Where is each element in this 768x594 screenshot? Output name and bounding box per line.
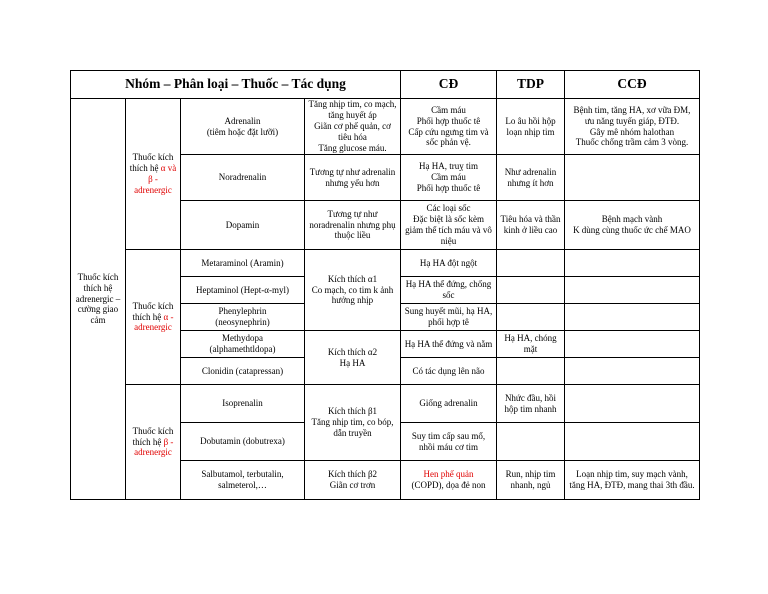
group-alpha-beta	[126, 99, 181, 250]
indication-cell	[401, 155, 497, 201]
table-row	[71, 99, 700, 155]
cell-text: Có tác dụng lên não	[412, 365, 485, 376]
contraindication-cell	[565, 277, 700, 304]
cell-text: Lo âu hồi hộp loạn nhịp tim	[505, 115, 556, 137]
group-beta	[126, 385, 181, 500]
cell-text: Cầm máu	[431, 172, 466, 183]
indication-cell	[401, 304, 497, 331]
cell-text: Kích thích α1	[327, 273, 378, 284]
cell-text: Salbutamol, terbutalin, salmeterol,…	[201, 469, 284, 490]
drug-cell	[181, 155, 305, 201]
cell-text: Gây mê nhóm halothan	[589, 126, 675, 137]
header-group: Nhóm – Phân loại – Thuốc – Tác dụng	[71, 71, 401, 99]
cell-text: Cầm máu	[431, 104, 466, 115]
cell-text: Kích thích β2	[327, 469, 378, 480]
cell-text: Co mạch, co tim k ảnh hưởng nhịp	[311, 284, 394, 306]
indication-cell	[401, 423, 497, 461]
cell-text: Metaraminol (Aramin)	[201, 257, 284, 268]
side-effects-cell	[497, 99, 565, 155]
side-effects-cell	[497, 461, 565, 500]
cell-text: Dobutamin (dobutrexa)	[200, 436, 285, 447]
contraindication-cell	[565, 304, 700, 331]
cell-text: Giãn cơ phế quản, cơ tiêu hóa	[314, 121, 391, 142]
cell-text: Bệnh mạch vành	[601, 214, 663, 225]
cell-text: Hạ HA thể đứng, chống sốc	[405, 279, 492, 300]
contraindication-cell	[565, 250, 700, 277]
drug-table	[70, 70, 700, 500]
cell-text: Phối hợp thuốc tê	[416, 182, 481, 193]
drug-cell	[181, 250, 305, 277]
cell-text: Run, nhịp tim nhanh, ngủ	[505, 469, 556, 490]
cell-text: Tăng nhịp tim, co bóp, dẫn truyền	[311, 417, 394, 438]
cell-text: Hạ HA	[339, 357, 366, 368]
drug-cell	[181, 423, 305, 461]
cell-text: Sung huyết mũi, hạ HA, phối hợp tê	[404, 306, 493, 327]
cell-text: Giãn cơ trơn	[329, 480, 376, 490]
indication-cell	[401, 461, 497, 500]
drug-cell	[181, 99, 305, 155]
cell-text: Hạ HA đột ngột	[419, 257, 478, 268]
cell-text: Tăng glucose máu.	[318, 142, 387, 153]
cell-text: Tương tự như noradrenalin nhưng phụ thuộc liều	[309, 208, 396, 241]
drug-cell	[181, 358, 305, 385]
cell-text: Loạn nhịp tim, suy mạch vành, tăng HA, ĐTĐ, mang thai 3th đầu.	[569, 469, 695, 490]
cell-text: Các loại sốc	[426, 203, 471, 214]
cell-text: Như adrenalin nhưng ít hơn	[504, 166, 557, 188]
group-prefix: Thuốc kích thích hệ	[132, 425, 174, 447]
cell-text: Đặc biệt là sốc kèm giảm thể tích máu và vô niệu	[405, 214, 492, 246]
cell-text: Tương tự như adrenalin nhưng yếu hơn	[309, 166, 396, 188]
drug-cell	[181, 385, 305, 423]
side-effects-cell	[497, 277, 565, 304]
indication-cell	[401, 277, 497, 304]
cell-text: Clonidin (catapressan)	[201, 365, 284, 376]
cell-text: (COPD), dọa đẻ non	[411, 480, 486, 490]
drug-cell	[181, 277, 305, 304]
effect-cell	[305, 461, 401, 500]
cell-text: Methydopa	[222, 333, 263, 344]
cell-text: Hạ HA, chóng mặt	[504, 333, 557, 354]
drug-cell	[181, 331, 305, 358]
effect-cell	[305, 201, 401, 250]
side-effects-cell	[497, 358, 565, 385]
cell-text: Isoprenalin	[222, 398, 263, 409]
header-contraindication: CCĐ	[565, 71, 700, 99]
table-row	[71, 385, 700, 423]
header-side-effects: TDP	[497, 71, 565, 99]
side-effects-cell	[497, 201, 565, 250]
side-effects-cell	[497, 250, 565, 277]
indication-cell	[401, 385, 497, 423]
drug-cell	[181, 304, 305, 331]
effect-cell	[305, 250, 401, 331]
contraindication-cell	[565, 155, 700, 201]
table-row	[71, 250, 700, 277]
contraindication-cell	[565, 358, 700, 385]
effect-cell	[305, 155, 401, 201]
indication-cell	[401, 358, 497, 385]
cell-text: (neosynephrin)	[215, 317, 270, 327]
indication-cell	[401, 331, 497, 358]
side-effects-cell	[497, 331, 565, 358]
effect-cell	[305, 331, 401, 385]
cell-text: Heptaminol (Hept-α-myl)	[196, 284, 289, 295]
cell-text: (tiêm hoặc đặt lưỡi)	[206, 126, 279, 137]
cell-text: Bệnh tim, tăng HA, xơ vữa ĐM, ưu năng tuyến giáp, ĐTĐ.	[573, 104, 691, 126]
indication-cell	[401, 99, 497, 155]
contraindication-cell	[565, 201, 700, 250]
cell-text: Kích thích β1	[327, 406, 378, 417]
cell-text: Dopamin	[225, 219, 260, 230]
group-prefix: Thuốc kích thích hệ	[132, 300, 174, 322]
cell-text: Hen phế quản	[423, 469, 474, 480]
side-effects-cell	[497, 385, 565, 423]
cell-text: Giống adrenalin	[419, 398, 478, 409]
cell-text: K dùng cùng thuốc ức chế MAO	[573, 225, 691, 235]
cell-text: Noradrenalin	[218, 172, 267, 183]
contraindication-cell	[565, 385, 700, 423]
cell-text: Cấp cứu ngưng tim và sốc phản vệ.	[408, 126, 489, 148]
cell-text: Phenylephrin	[218, 306, 267, 317]
indication-cell	[401, 201, 497, 250]
side-effects-cell	[497, 423, 565, 461]
group-receptor: α và β - adrenergic	[134, 163, 177, 195]
header-indication: CĐ	[401, 71, 497, 99]
contraindication-cell	[565, 331, 700, 358]
header-row	[71, 71, 700, 99]
effect-cell	[305, 385, 401, 461]
cell-text: Suy tim cấp sau mổ, nhồi máu cơ tim	[411, 430, 486, 452]
group-prefix: Thuốc kích thích hệ	[129, 152, 174, 174]
effect-cell	[305, 99, 401, 155]
drug-cell	[181, 461, 305, 500]
cell-text: Thuốc chống trầm cảm 3 vòng.	[575, 137, 689, 148]
cell-text: Nhức đầu, hồi hộp tim nhanh	[504, 392, 557, 414]
side-effects-cell	[497, 304, 565, 331]
contraindication-cell	[565, 99, 700, 155]
group-receptor: β - adrenergic	[134, 436, 174, 458]
group-receptor: α - adrenergic	[134, 311, 174, 333]
drug-cell	[181, 201, 305, 250]
side-effects-cell	[497, 155, 565, 201]
contraindication-cell	[565, 461, 700, 500]
cell-text: (alphamethtldopa)	[209, 344, 276, 354]
cell-text: Phối hợp thuốc tê	[416, 115, 481, 126]
cell-text: Hạ HA, truỵ tim	[419, 161, 478, 172]
cell-text: Adrenalin	[224, 115, 261, 126]
cell-text: Tiêu hóa và thần kinh ở liều cao	[500, 214, 561, 235]
cell-text: Tăng nhịp tim, co mạch, tăng huyết áp	[308, 99, 397, 121]
cell-text: Kích thích α2	[327, 346, 378, 357]
group-alpha	[126, 250, 181, 385]
contraindication-cell	[565, 423, 700, 461]
cell-text: Hạ HA thể đứng và nằm	[404, 338, 493, 349]
class-label-cell: Thuốc kích thích hệ adrenergic – cường giao cảm	[71, 99, 126, 500]
indication-cell	[401, 250, 497, 277]
